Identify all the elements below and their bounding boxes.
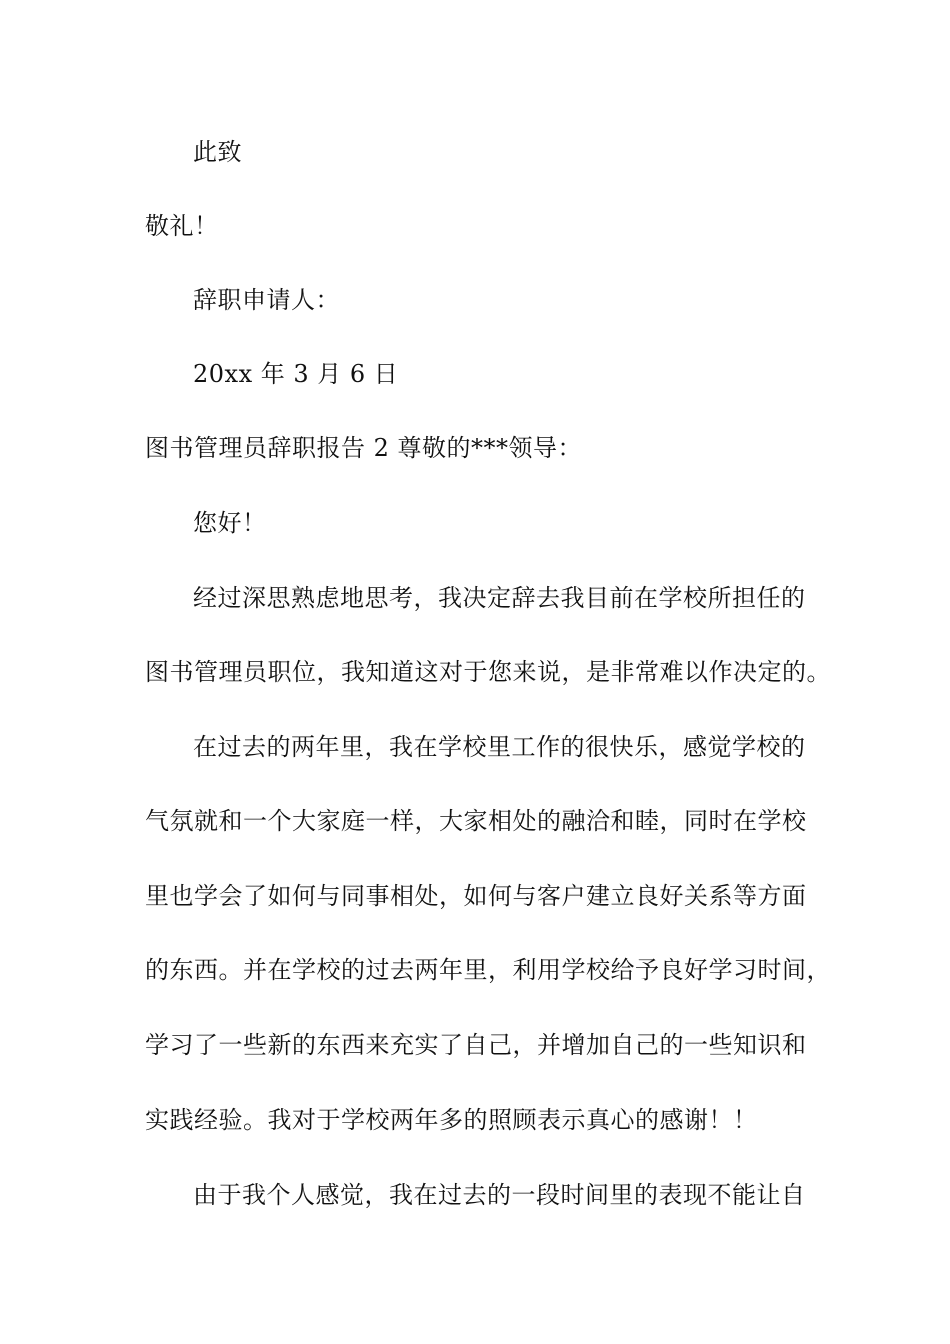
paragraph-line: 实践经验。我对于学校两年多的照顾表示真心的感谢！！ xyxy=(145,1106,758,1134)
salute-line: 敬礼！ xyxy=(145,212,219,240)
greeting-line: 您好！ xyxy=(193,509,267,537)
paragraph-line: 里也学会了如何与同事相处，如何与客户建立良好关系等方面 xyxy=(145,882,807,910)
report-heading: 图书管理员辞职报告 2 尊敬的***领导： xyxy=(145,434,583,462)
date-line: 20xx 年 3 月 6 日 xyxy=(193,360,399,388)
paragraph-line: 学习了一些新的东西来充实了自己，并增加自己的一些知识和 xyxy=(145,1031,807,1059)
signature-label: 辞职申请人： xyxy=(193,286,340,314)
paragraph-line: 气氛就和一个大家庭一样，大家相处的融洽和睦，同时在学校 xyxy=(145,807,807,835)
paragraph-line: 由于我个人感觉，我在过去的一段时间里的表现不能让自 xyxy=(193,1181,806,1209)
paragraph-line: 的东西。并在学校的过去两年里，利用学校给予良好学习时间， xyxy=(145,956,831,984)
paragraph-line: 在过去的两年里，我在学校里工作的很快乐，感觉学校的 xyxy=(193,733,806,761)
paragraph-line: 图书管理员职位，我知道这对于您来说，是非常难以作决定的。 xyxy=(145,658,831,686)
paragraph-line: 经过深思熟虑地思考，我决定辞去我目前在学校所担任的 xyxy=(193,584,806,612)
closing-line: 此致 xyxy=(193,138,242,166)
